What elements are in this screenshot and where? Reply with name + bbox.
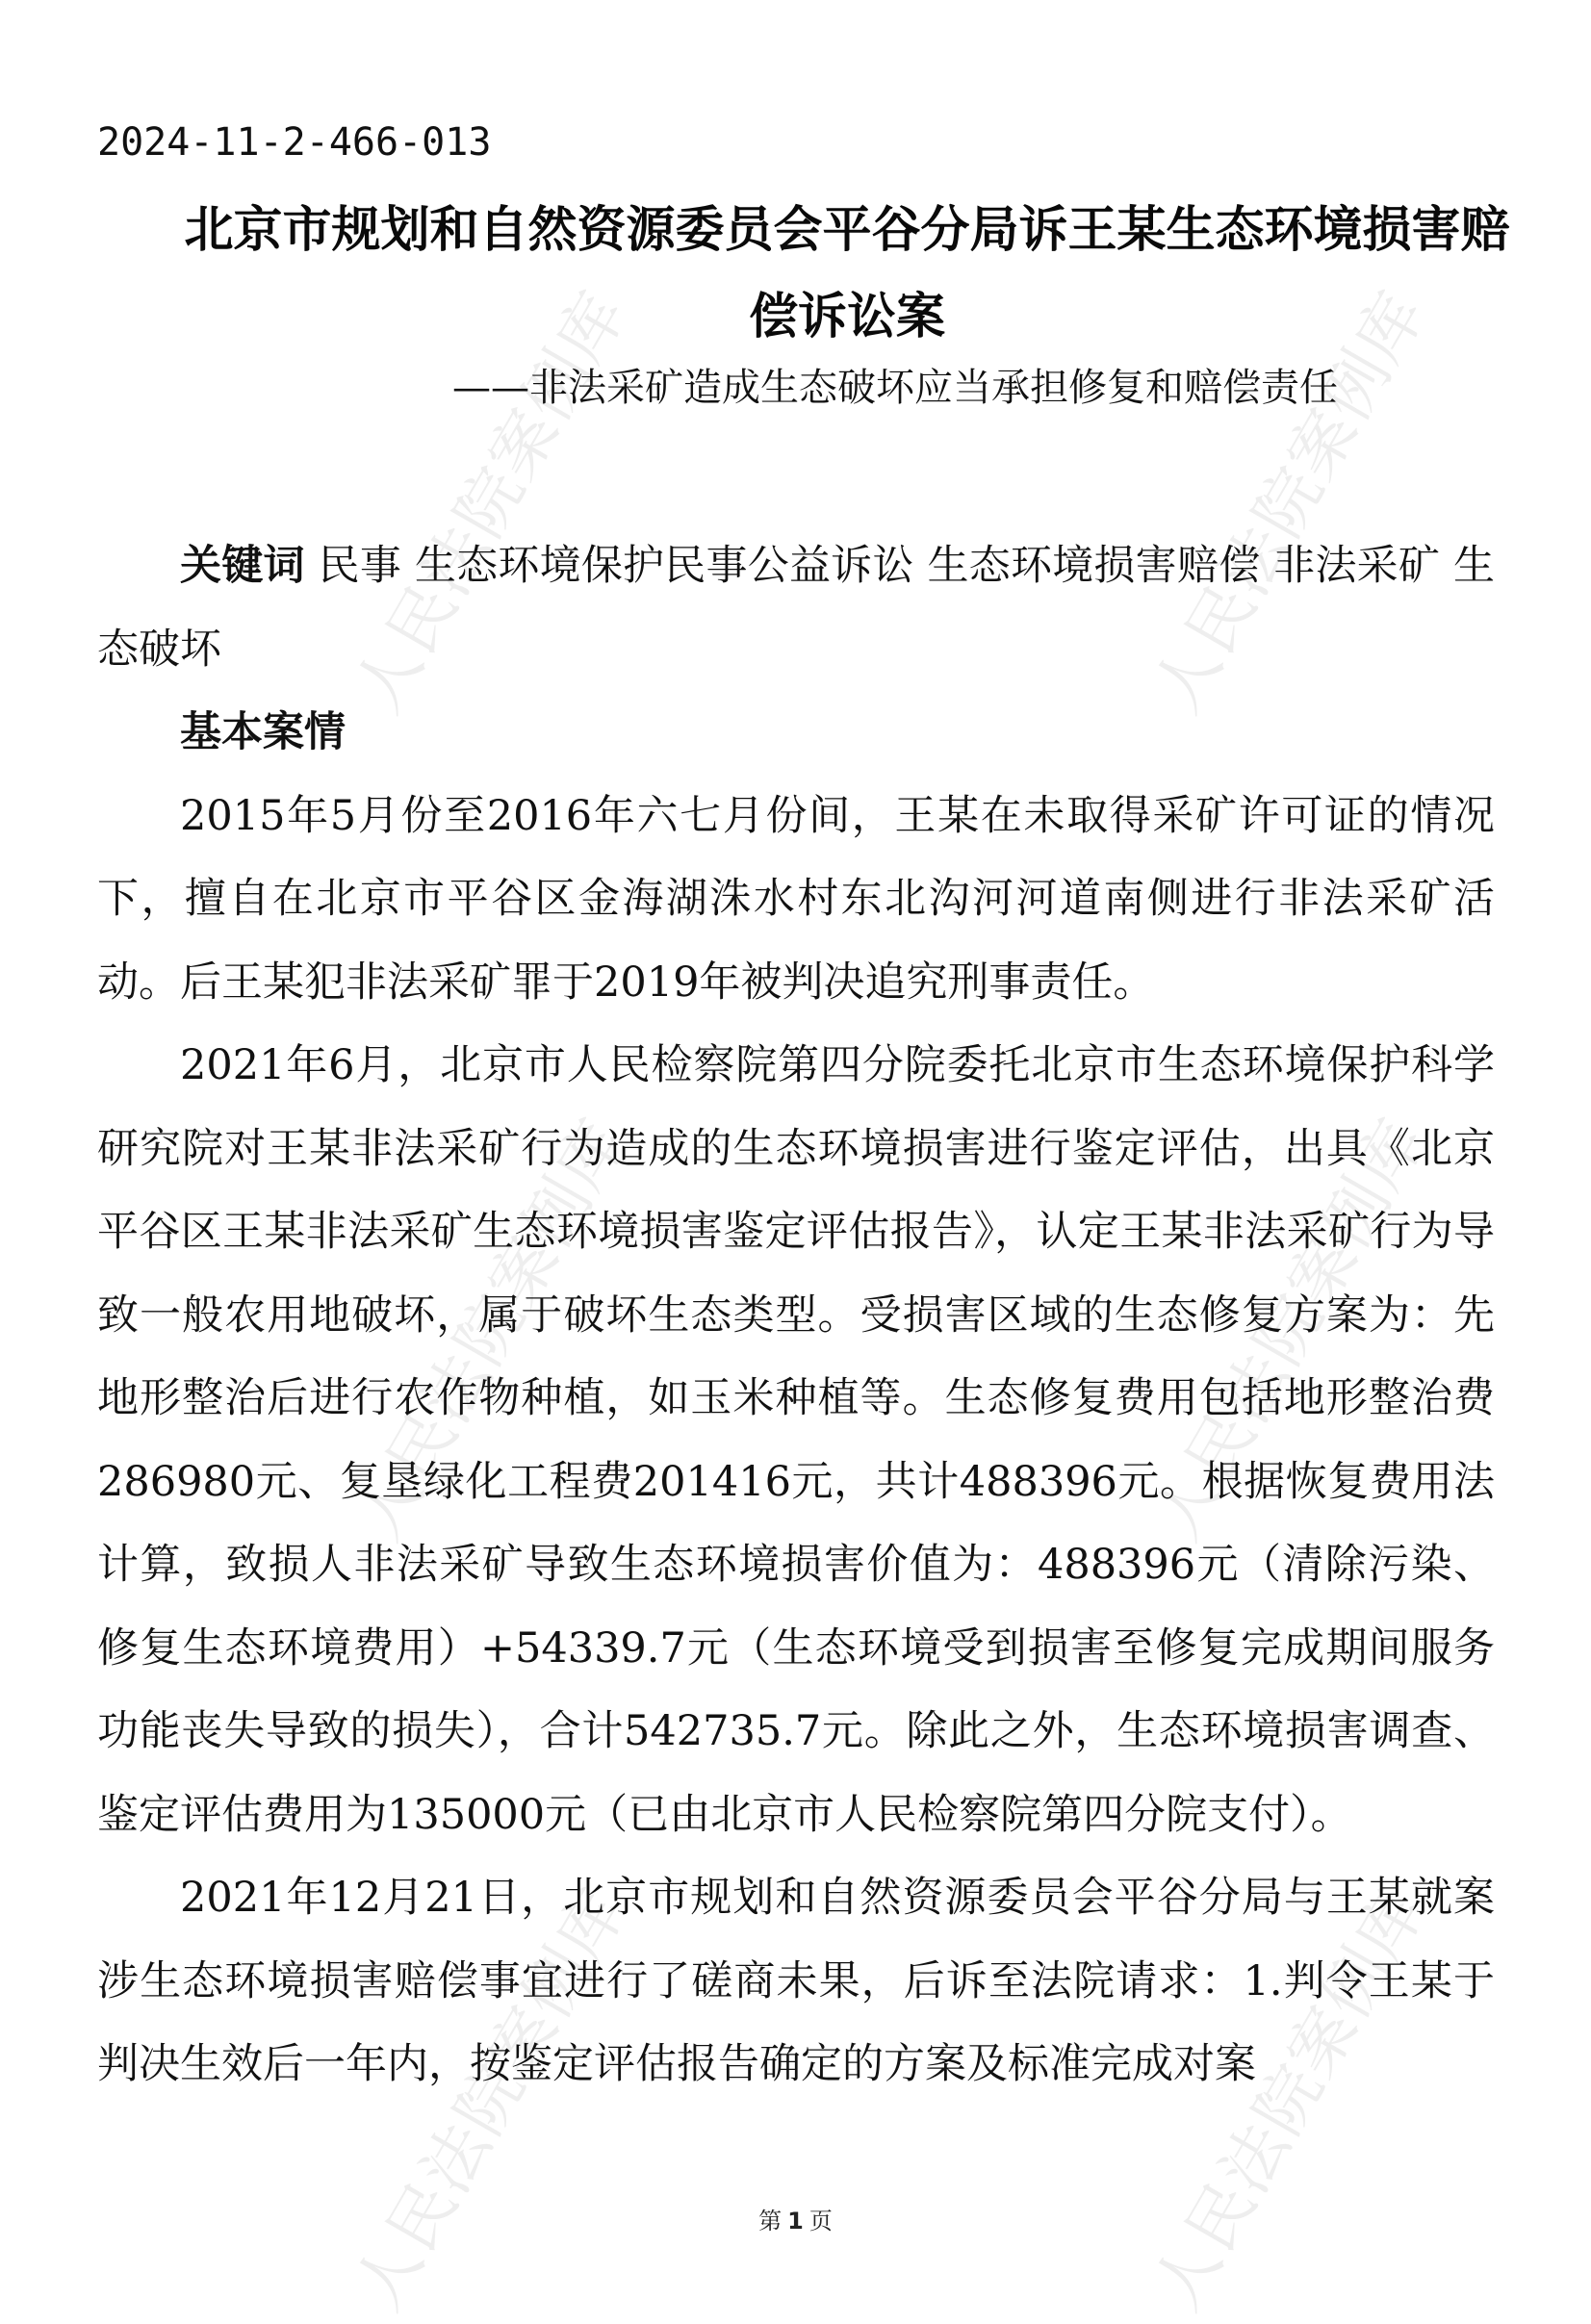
- page-number: 1: [787, 2208, 804, 2235]
- document-body: [97, 524, 1495, 2107]
- body-paragraph: 2015年5月份至2016年六七月份间，王某在未取得采矿许可证的情况下，擅自在北京市平谷区金海湖洙水村东北沟河河道南侧进行非法采矿活动。后王某犯非法采矿罪于2019年被判决追究刑事责任。: [97, 791, 1495, 1007]
- watermark-text: 人民法院案例库: [340, 1876, 642, 2323]
- keywords-text: 民事 生态环境保护民事公益诉讼 生态环境损害赔偿 非法采矿 生态破坏: [97, 542, 1496, 674]
- page-label-prefix: 第: [758, 2208, 783, 2235]
- page-subtitle: ——非法采矿造成生态破坏应当承担修复和赔偿责任: [452, 366, 1338, 410]
- keywords-paragraph: [97, 524, 1495, 691]
- page-label-suffix: 页: [808, 2208, 833, 2235]
- watermark-text: 人民法院案例库: [1139, 278, 1441, 726]
- watermark-text: 人民法院案例库: [1139, 1876, 1441, 2323]
- page-title: 北京市规划和自然资源委员会平谷分局诉王某生态环境损害赔偿诉讼案: [184, 202, 1510, 345]
- watermark-text: 人民法院案例库: [340, 278, 642, 726]
- page-footer: [0, 2202, 1591, 2235]
- watermark-text: 人民法院案例库: [1139, 1106, 1441, 1553]
- body-paragraph: 2021年6月，北京市人民检察院第四分院委托北京市生态环境保护科学研究院对王某非法采矿行为造成的生态环境损害进行鉴定评估，出具《北京平谷区王某非法采矿生态环境损害鉴定评估报告》，认定王某非法采矿行为导致一般农用地破坏，属于破坏生态类型。受损害区域的生态修复方案为：先地形整治后进行农作物种植，如玉米种植等。生态修复费用包括地形整治费286980元、复垦绿化工程费201416元，共计488396元。根据恢复费用法计算，致损人非法采矿导致生态环境损害价值为：488396元（清除污染、修复生态环境费用）+54339.7元（生态环境受到损害至修复完成期间服务功能丧失导致的损失），合计542735.7元。除此之外，生态环境损害调查、鉴定评估费用为135000元（已由北京市人民检察院第四分院支付）。: [97, 1041, 1495, 1839]
- keywords-label: 关键词: [180, 542, 305, 590]
- body-paragraph: 2021年12月21日，北京市规划和自然资源委员会平谷分局与王某就案涉生态环境损害赔偿事宜进行了磋商未果，后诉至法院请求：1.判令王某于判决生效后一年内，按鉴定评估报告确定的方案及标准完成对案: [97, 1874, 1495, 2088]
- case-code: 2024-11-2-466-013: [97, 120, 492, 165]
- watermark-text: 人民法院案例库: [340, 1106, 642, 1553]
- section-heading-basic-facts: 基本案情: [180, 708, 346, 756]
